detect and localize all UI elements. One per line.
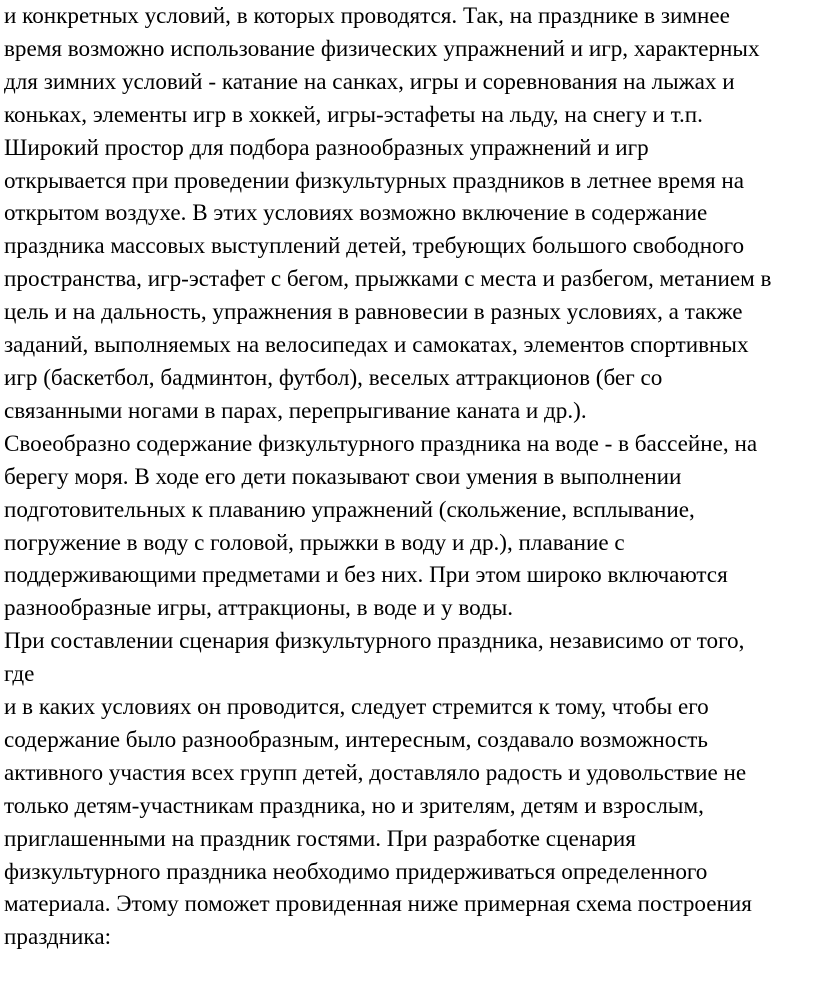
text-line: праздника массовых выступлений детей, требующих большого свободного <box>4 233 745 260</box>
text-line: где <box>4 661 35 688</box>
text-line: открывается при проведении физкультурных праздников в летнее время на <box>4 167 745 194</box>
text-line: Своеобразно содержание физкультурного праздника на воде - в бассейне, на <box>4 430 758 457</box>
text-line: и в каких условиях он проводится, следует стремится к тому, чтобы его <box>4 694 709 721</box>
text-line: только детям-участникам праздника, но и зрителям, детям и взрослым, <box>4 792 704 819</box>
text-line: связанными ногами в парах, перепрыгивание каната и др.). <box>4 397 587 424</box>
text-line: поддерживающими предметами и без них. При этом широко включаются <box>4 562 728 589</box>
text-line: для зимних условий - катание на санках, игры и соревнования на лыжах и <box>4 68 735 95</box>
text-line: разнообразные игры, аттракционы, в воде и у воды. <box>4 595 514 622</box>
text-line: содержание было разнообразным, интересным, создавало возможность <box>4 726 708 753</box>
document-body <box>4 0 816 954</box>
text-line: физкультурного праздника необходимо придерживаться определенного <box>4 858 708 885</box>
text-line: заданий, выполняемых на велосипедах и самокатах, элементов спортивных <box>4 332 749 359</box>
text-line: подготовительных к плаванию упражнений (скольжение, всплывание, <box>4 496 695 523</box>
text-line: материала. Этому поможет провиденная ниже примерная схема построения <box>4 891 752 918</box>
text-line: погружение в воду с головой, прыжки в воду и др.), плавание с <box>4 529 625 556</box>
text-line: игр (баскетбол, бадминтон, футбол), веселых аттракционов (бег со <box>4 364 663 391</box>
text-line: открытом воздухе. В этих условиях возможно включение в содержание <box>4 200 708 227</box>
text-line: пространства, игр-эстафет с бегом, прыжками с места и разбегом, метанием в <box>4 266 772 293</box>
text-line: Широкий простор для подбора разнообразных упражнений и игр <box>4 134 649 161</box>
text-line: берегу моря. В ходе его дети показывают свои умения в выполнении <box>4 463 682 490</box>
text-line: приглашенными на праздник гостями. При разработке сценария <box>4 825 636 852</box>
text-line: коньках, элементы игр в хоккей, игры-эстафеты на льду, на снегу и т.п. <box>4 101 703 128</box>
text-line: и конкретных условий, в которых проводятся. Так, на празднике в зимнее <box>4 3 730 29</box>
text-line: цель и на дальность, упражнения в равновесии в разных условиях, а также <box>4 299 743 326</box>
text-line: время возможно использование физических упражнений и игр, характерных <box>4 35 760 62</box>
text-line: При составлении сценария физкультурного праздника, независимо от того, <box>4 628 745 655</box>
text-line: активного участия всех групп детей, доставляло радость и удовольствие не <box>4 759 747 786</box>
text-line: праздника: <box>4 924 112 951</box>
